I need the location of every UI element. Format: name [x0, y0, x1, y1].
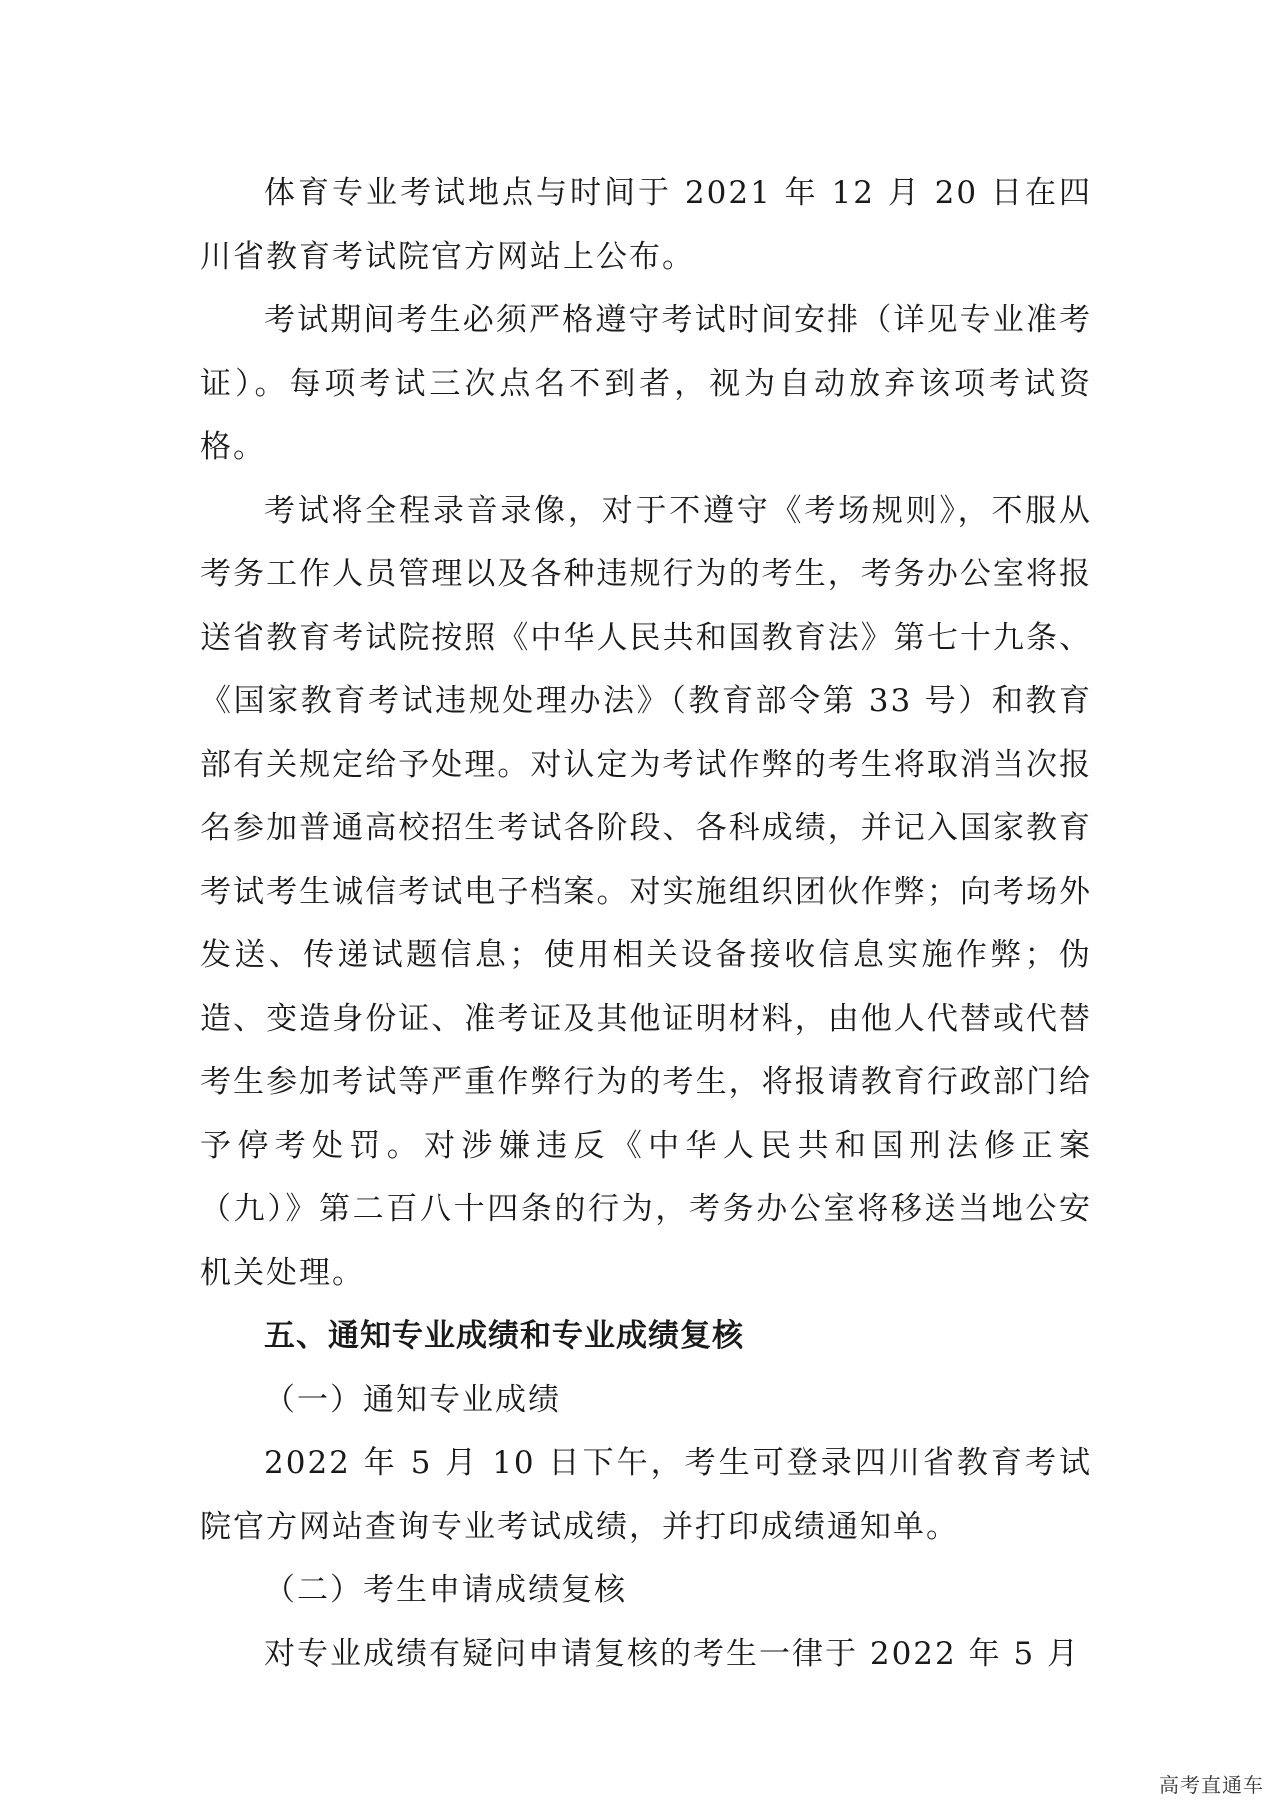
- document-body: [200, 162, 1092, 1686]
- paragraph-exam-venue-time: 体育专业考试地点与时间于 2021 年 12 月 20 日在四川省教育考试院官方网站上公布。: [200, 175, 1092, 275]
- section-heading-results-review: 五、通知专业成绩和专业成绩复核: [264, 1318, 744, 1354]
- paragraph-exam-schedule-rules: 考试期间考生必须严格遵守考试时间安排（详见专业准考证）。每项考试三次点名不到者，视为自动放弃该项考试资格。: [200, 302, 1092, 465]
- paragraph-exam-discipline: 考试将全程录音录像，对于不遵守《考场规则》，不服从考务工作人员管理以及各种违规行为的考生，考务办公室将报送省教育考试院按照《中华人民共和国教育法》第七十九条、《国家教育考试违规处理办法》（教育部令第 33 号）和教育部有关规定给予处理。对认定为考试作弊的考生将取消当次报名参加普通高校招生考试各阶段、各科成绩，并记入国家教育考试考生诚信考试电子档案。对实施组织团伙作弊；向考场外发送、传递试题信息；使用相关设备接收信息实施作弊；伪造、变造身份证、准考证及其他证明材料，由他人代替或代替考生参加考试等严重作弊行为的考生，将报请教育行政部门给予停考处罚。对涉嫌违反《中华人民共和国刑法修正案（九）》第二百八十四条的行为，考务办公室将移送当地公安机关处理。: [200, 492, 1092, 1291]
- paragraph-notify-results: 2022 年 5 月 10 日下午，考生可登录四川省教育考试院官方网站查询专业考试成绩，并打印成绩通知单。: [200, 1445, 1092, 1545]
- subheading-apply-review: （二）考生申请成绩复核: [264, 1572, 627, 1608]
- subheading-notify-results: （一）通知专业成绩: [264, 1381, 561, 1418]
- paragraph-apply-review: 对专业成绩有疑问申请复核的考生一律于 2022 年 5 月: [264, 1635, 1081, 1672]
- watermark-label: 高考直通车: [1159, 1773, 1264, 1797]
